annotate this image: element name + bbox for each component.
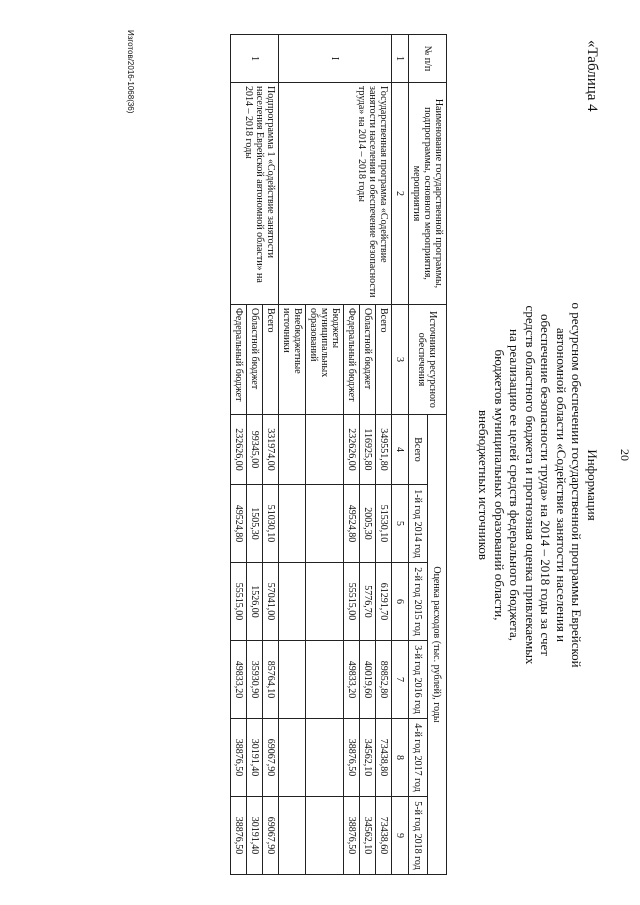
- value-cell: 1526,00: [247, 563, 263, 641]
- header-name: Наименование государственной программы, подпрограммы, основного мероприятия, мероприятия: [409, 83, 447, 305]
- table-label: «Таблица 4: [584, 40, 600, 112]
- value-cell: 2005,30: [360, 485, 376, 563]
- value-cell: 51030,10: [263, 485, 279, 563]
- column-number: 4: [392, 415, 409, 485]
- value-cell: 38876,50: [231, 719, 247, 797]
- column-number: 5: [392, 485, 409, 563]
- value-cell: 69067,90: [263, 797, 279, 875]
- header-estimate: Оценка расходов (тыс. рублей), годы: [428, 415, 447, 875]
- title-line: автономной области «Содействие занятости населения и: [554, 327, 569, 643]
- value-cell: 232626,00: [231, 415, 247, 485]
- value-cell: [306, 485, 344, 563]
- value-cell: 49524,80: [344, 485, 360, 563]
- value-cell: 55515,00: [231, 563, 247, 641]
- page-number: 20: [618, 449, 632, 461]
- source-cell: Внебюджетные источники: [279, 305, 306, 415]
- value-cell: [306, 415, 344, 485]
- source-cell: Федеральный бюджет: [344, 305, 360, 415]
- value-cell: 331974,00: [263, 415, 279, 485]
- value-cell: [306, 563, 344, 641]
- source-cell: Всего: [263, 305, 279, 415]
- value-cell: 73438,60: [376, 797, 392, 875]
- value-cell: 61291,70: [376, 563, 392, 641]
- header-year: 2-й год 2015 год: [409, 563, 428, 641]
- title-line: о ресурсном обеспечении государственной программы Еврейской: [569, 302, 585, 668]
- table-row: [376, 35, 392, 875]
- title-line: внебюджетных источников: [476, 410, 492, 560]
- value-cell: 99345,00: [247, 415, 263, 485]
- column-number: 3: [392, 305, 409, 415]
- header-year: 4-й год 2017 год: [409, 719, 428, 797]
- value-cell: 85764,10: [263, 641, 279, 719]
- document-title: [476, 245, 600, 725]
- value-cell: 69067,90: [263, 719, 279, 797]
- value-cell: 232626,00: [344, 415, 360, 485]
- value-cell: [279, 641, 306, 719]
- row-index: I: [279, 35, 392, 83]
- title-line: на реализацию ее целей средств федерального бюджета,: [507, 329, 523, 641]
- source-cell: Всего: [376, 305, 392, 415]
- header-source: Источники ресурсного обеспечения: [409, 305, 447, 415]
- source-cell: Федеральный бюджет: [231, 305, 247, 415]
- title-line: средств областного бюджета и прогнозная оценка привлекаемых: [523, 305, 538, 665]
- value-cell: 30191,40: [247, 797, 263, 875]
- header-year: 1-й год 2014 год: [409, 485, 428, 563]
- column-number-row: [392, 35, 409, 875]
- title-line: Информация: [585, 449, 600, 521]
- value-cell: 35930,90: [247, 641, 263, 719]
- value-cell: [306, 797, 344, 875]
- value-cell: 1505,30: [247, 485, 263, 563]
- value-cell: 49833,20: [231, 641, 247, 719]
- subprogram-name: Подпрограмма 1 «Содействие занятости населения Еврейской автономной области» на 2014 – 2018 годы: [231, 83, 279, 305]
- value-cell: 89852,80: [376, 641, 392, 719]
- value-cell: [306, 641, 344, 719]
- value-cell: [279, 563, 306, 641]
- column-number: 2: [392, 83, 409, 305]
- value-cell: [279, 719, 306, 797]
- value-cell: 49524,80: [231, 485, 247, 563]
- column-number: 1: [392, 35, 409, 83]
- value-cell: [279, 415, 306, 485]
- column-number: 9: [392, 797, 409, 875]
- value-cell: [306, 719, 344, 797]
- value-cell: 38876,50: [344, 719, 360, 797]
- value-cell: 40019,60: [360, 641, 376, 719]
- value-cell: 30191,40: [247, 719, 263, 797]
- value-cell: 34562,10: [360, 719, 376, 797]
- value-cell: 34562,10: [360, 797, 376, 875]
- title-line: обеспечение безопасности труда» на 2014 – 2018 годы за счет: [538, 314, 554, 656]
- value-cell: 49833,20: [344, 641, 360, 719]
- value-cell: 38876,50: [344, 797, 360, 875]
- header-year: 5-й год 2018 год: [409, 797, 428, 875]
- resource-table: [230, 34, 447, 875]
- source-cell: Областной бюджет: [247, 305, 263, 415]
- value-cell: 38876,50: [231, 797, 247, 875]
- column-number: 8: [392, 719, 409, 797]
- value-cell: 57041,00: [263, 563, 279, 641]
- value-cell: 116925,80: [360, 415, 376, 485]
- row-index: 1: [231, 35, 279, 83]
- column-number: 6: [392, 563, 409, 641]
- value-cell: [279, 485, 306, 563]
- header-year: 3-й год 2016 год: [409, 641, 428, 719]
- value-cell: 51530,10: [376, 485, 392, 563]
- value-cell: 349551,80: [376, 415, 392, 485]
- source-cell: Областной бюджет: [360, 305, 376, 415]
- header-total: Всего: [409, 415, 428, 485]
- table-row: [263, 35, 279, 875]
- source-cell: Бюджеты муниципальных образований: [306, 305, 344, 415]
- value-cell: [279, 797, 306, 875]
- program-name: Государственная программа «Содействие занятости населения и обеспечение безопасности труда» на 2014 – 2018 годы: [279, 83, 392, 305]
- value-cell: 5776,70: [360, 563, 376, 641]
- value-cell: 73438,80: [376, 719, 392, 797]
- document-stamp: Изготов/2016-1068(36): [126, 30, 135, 114]
- column-number: 7: [392, 641, 409, 719]
- value-cell: 55515,00: [344, 563, 360, 641]
- title-line: бюджетов муниципальных образований области,: [492, 349, 507, 621]
- header-number: № п/п: [409, 35, 447, 83]
